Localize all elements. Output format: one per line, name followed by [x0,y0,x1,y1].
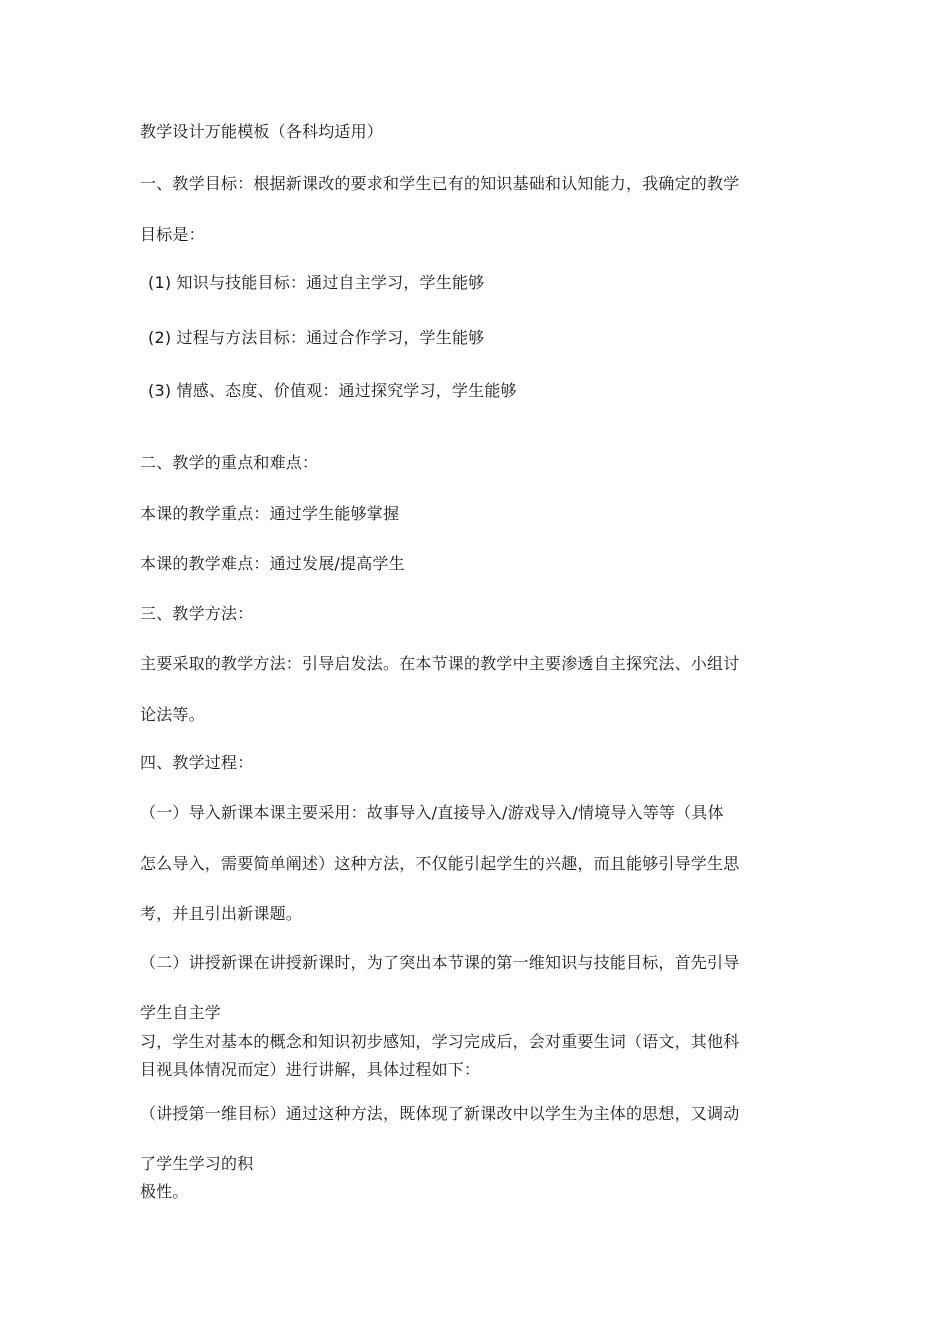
process-goal-line-1: （讲授第一维目标）通过这种方法，既体现了新课改中以学生为主体的思想，又调动 [140,1104,740,1123]
process-teach-line-2: 学生自主学 [140,1003,222,1022]
process-goal-line-2: 了学生学习的积 [140,1154,254,1173]
key-point-line: 本课的教学重点：通过学生能够掌握 [140,504,400,523]
section1-heading: 一、教学目标：根据新课改的要求和学生已有的知识基础和认知能力，我确定的教学 [140,174,740,193]
document-title: 教学设计万能模板（各科均适用） [140,122,384,141]
process-intro-line-1: （一）导入新课本课主要采用：故事导入/直接导入/游戏导入/情境导入等等（具体 [140,803,724,822]
difficult-point-line: 本课的教学难点：通过发展/提高学生 [140,554,405,573]
section3-heading: 三、教学方法： [140,604,254,623]
method-line-1: 主要采取的教学方法：引导启发法。在本节课的教学中主要渗透自主探究法、小组讨 [140,654,740,673]
process-teach-line-1: （二）讲授新课在讲授新课时，为了突出本节课的第一维知识与技能目标，首先引导 [140,953,740,972]
goal-emotion-values: (3) 情感、态度、价值观：通过探究学习，学生能够 [148,381,517,400]
goal-process-methods: (2) 过程与方法目标：通过合作学习，学生能够 [148,328,485,347]
section1-heading-cont: 目标是： [140,225,205,244]
section4-heading: 四、教学过程： [140,753,254,772]
process-intro-line-2: 怎么导入，需要简单阐述）这种方法，不仅能引起学生的兴趣，而且能够引导学生思 [140,854,740,873]
process-intro-line-3: 考，并且引出新课题。 [140,904,303,923]
goal-knowledge-skills: (1) 知识与技能目标：通过自主学习，学生能够 [148,273,485,292]
process-goal-line-3: 极性。 [140,1182,189,1201]
method-line-2: 论法等。 [140,705,205,724]
section2-heading: 二、教学的重点和难点： [140,453,319,472]
process-teach-line-3: 习，学生对基本的概念和知识初步感知，学习完成后，会对重要生词（语文，其他科 [140,1032,740,1051]
process-teach-line-4: 目视具体情况而定）进行讲解，具体过程如下： [140,1060,481,1079]
